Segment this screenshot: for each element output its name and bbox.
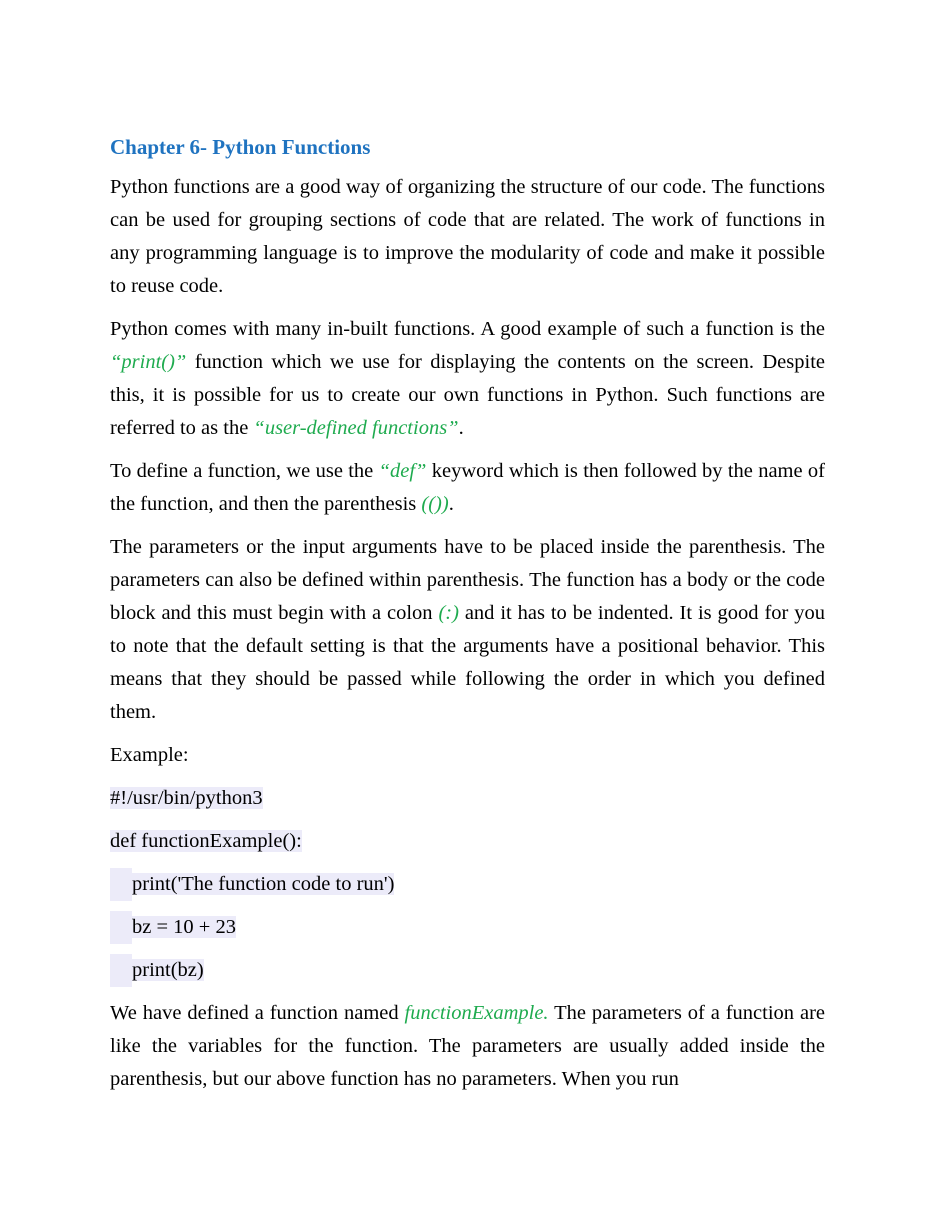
highlight-function-name: functionExample. <box>404 1002 549 1024</box>
code-indent <box>110 868 132 901</box>
paragraph-define-function <box>110 455 825 521</box>
paragraph-text: keyword which is then followed by the name of the function, and then the parenthesis <box>110 460 825 515</box>
code-line-shebang <box>110 782 825 815</box>
code-indent <box>110 954 132 987</box>
document-page <box>110 132 825 1106</box>
example-label: Example: <box>110 744 189 766</box>
paragraph-text: . <box>448 493 454 515</box>
code-line-print-bz <box>110 954 825 987</box>
code-text: print(bz) <box>132 959 204 981</box>
highlight-colon: (:) <box>438 602 459 624</box>
highlight-print: “print()” <box>110 351 187 373</box>
paragraph-text: Python comes with many in-built functions. A good example of such a function is the <box>110 318 825 340</box>
paragraph-text: The parameters or the input arguments have to be placed inside the parenthesis. The parameters can also be defined within parenthesis. The function has a body or the code block and this must begin with a colon <box>110 536 825 624</box>
paragraph-builtin-functions <box>110 313 825 445</box>
highlight-user-defined: “user-defined functions” <box>253 417 459 439</box>
highlight-def: “def” <box>378 460 427 482</box>
paragraph-intro <box>110 171 825 303</box>
code-line-def <box>110 825 825 858</box>
paragraph-text: . <box>458 417 464 439</box>
paragraph-intro-text: Python functions are a good way of organizing the structure of our code. The functions can be used for grouping sections of code that are related. The work of functions in any programming language is to improve the modularity of code and make it possible to reuse code. <box>110 176 825 297</box>
paragraph-text: To define a function, we use the <box>110 460 379 482</box>
paragraph-parameters <box>110 531 825 729</box>
paragraph-text: The parameters of a function are like the variables for the function. The parameters are usually added inside the parenthesis, but our above function has no parameters. When you run <box>110 1002 825 1090</box>
paragraph-function-example <box>110 997 825 1096</box>
chapter-title: Chapter 6- Python Functions <box>110 135 371 159</box>
code-text: def functionExample(): <box>110 830 302 852</box>
code-line-assignment <box>110 911 825 944</box>
paragraph-text: We have defined a function named <box>110 1002 405 1024</box>
code-line-print-message <box>110 868 825 901</box>
paragraph-text: function which we use for displaying the contents on the screen. Despite this, it is possible for us to create our own functions in Python. Such functions are referred to as the <box>110 351 825 439</box>
code-text: print('The function code to run') <box>132 873 395 895</box>
code-text: #!/usr/bin/python3 <box>110 787 263 809</box>
highlight-parenthesis: (()) <box>421 493 449 515</box>
code-text: bz = 10 + 23 <box>132 916 236 938</box>
code-indent <box>110 911 132 944</box>
paragraph-text: and it has to be indented. It is good for you to note that the default setting is that the arguments have a positional behavior. This means that they should be passed while following the order in which you defined them. <box>110 602 825 723</box>
